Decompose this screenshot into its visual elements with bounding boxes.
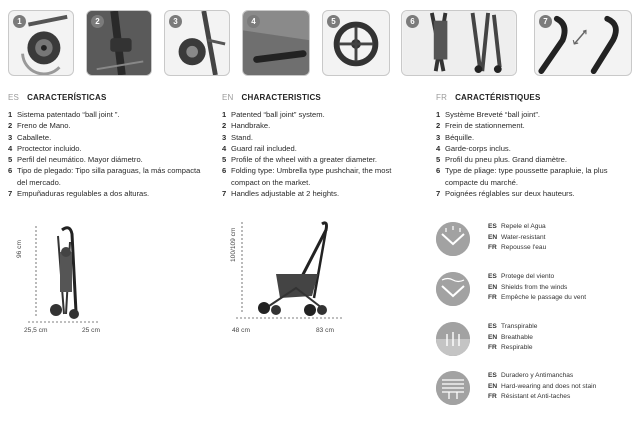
list-item xyxy=(8,165,208,188)
characteristics-list xyxy=(436,109,632,199)
step-number: 4 xyxy=(247,15,260,28)
item-text: Type de pliage: type poussette parapluie, la plus compacte du marché. xyxy=(445,166,608,187)
feature-text: Water-resistant xyxy=(501,233,546,241)
open-length-label: 83 cm xyxy=(316,327,334,334)
feature-line-en xyxy=(488,333,537,344)
hard-wearing-icon xyxy=(436,371,470,405)
item-text: Proctector incluido. xyxy=(17,143,82,153)
item-number: 4 xyxy=(436,143,441,153)
feature-line-fr xyxy=(488,392,596,403)
language-code: ES xyxy=(488,372,497,379)
item-text: Garde-corps inclus. xyxy=(445,143,511,153)
folded-stroller-icon xyxy=(402,11,516,75)
item-number: 7 xyxy=(436,189,441,199)
step-number: 3 xyxy=(169,15,182,28)
feature-text: Hard-wearing and does not stain xyxy=(501,382,597,390)
list-item xyxy=(436,132,632,143)
section-heading xyxy=(436,93,632,102)
list-item xyxy=(436,143,632,154)
feature-line-es xyxy=(488,371,596,382)
item-text: Patented “ball joint” system. xyxy=(231,110,325,119)
step-4-thumbnail xyxy=(242,10,310,76)
language-code: FR xyxy=(488,344,497,352)
language-code: FR xyxy=(488,393,497,401)
list-item xyxy=(8,132,208,143)
water-resistant-icon xyxy=(436,222,470,256)
item-number: 5 xyxy=(436,155,441,165)
list-item xyxy=(8,154,208,165)
item-text: Système Breveté “ball joint”. xyxy=(445,110,540,119)
item-number: 6 xyxy=(222,166,227,176)
heading-text: CHARACTERISTICS xyxy=(241,93,321,102)
item-text: Handles adjustable at 2 heights. xyxy=(231,189,340,199)
section-heading xyxy=(222,93,422,102)
list-item xyxy=(8,143,208,154)
feature-text: Repele el Agua xyxy=(501,223,546,230)
folded-depth-label: 25,5 cm xyxy=(24,327,48,334)
list-item xyxy=(222,109,422,120)
section-heading xyxy=(8,93,208,102)
list-item xyxy=(222,120,422,131)
item-number: 3 xyxy=(436,132,441,142)
language-code: FR xyxy=(488,294,497,302)
folded-stroller-diagram xyxy=(20,222,110,332)
step-number: 2 xyxy=(91,15,104,28)
open-stroller-diagram xyxy=(236,218,346,324)
language-code: ES xyxy=(8,93,20,102)
characteristics-fr xyxy=(436,93,632,199)
language-code: EN xyxy=(488,382,498,390)
language-code: EN xyxy=(488,233,498,241)
list-item xyxy=(8,109,208,120)
list-item xyxy=(222,188,422,199)
characteristics-en xyxy=(222,93,422,199)
list-item xyxy=(222,132,422,143)
item-number: 4 xyxy=(8,143,13,153)
feature-text: Repousse l'eau xyxy=(501,244,547,252)
step-5-thumbnail xyxy=(322,10,390,76)
step-7-thumbnail xyxy=(534,10,632,76)
heading-text: CARACTERÍSTICAS xyxy=(27,93,107,102)
folded-width-label: 25 cm xyxy=(82,327,100,334)
item-text: Handbrake. xyxy=(231,121,271,131)
list-item xyxy=(8,188,208,199)
item-text: Caballete. xyxy=(17,132,52,142)
item-number: 3 xyxy=(222,132,227,142)
item-text: Béquille. xyxy=(445,132,475,142)
step-2-thumbnail xyxy=(86,10,152,76)
item-text: Freno de Mano. xyxy=(17,121,71,131)
feature-line-fr xyxy=(488,293,586,304)
feature-line-es xyxy=(488,322,537,333)
item-text: Profile of the wheel with a greater diameter. xyxy=(231,155,378,165)
item-text: Empuñaduras regulables a dos alturas. xyxy=(17,189,150,199)
step-1-thumbnail xyxy=(8,10,74,76)
feature-line-es xyxy=(488,222,546,233)
feature-line-fr xyxy=(488,243,546,254)
feature-text: Duradero y Antimanchas xyxy=(501,372,574,379)
language-code: FR xyxy=(436,93,448,102)
characteristics-list xyxy=(222,109,422,199)
feature-line-en xyxy=(488,233,546,244)
feature-line-es xyxy=(488,272,586,283)
feature-text: Résistant et Anti-taches xyxy=(501,393,571,401)
item-number: 1 xyxy=(436,110,441,119)
feature-text: Breathable xyxy=(501,333,533,341)
step-number: 5 xyxy=(327,15,340,28)
heading-text: CARACTÉRISTIQUES xyxy=(455,93,541,102)
open-width-label: 48 cm xyxy=(232,327,250,334)
item-text: Tipo de plegado: Tipo silla paraguas, la más compacta del mercado. xyxy=(17,166,201,187)
item-text: Poignées réglables sur deux hauteurs. xyxy=(445,189,575,199)
step-number: 6 xyxy=(406,15,419,28)
list-item xyxy=(222,143,422,154)
language-code: ES xyxy=(488,223,497,230)
item-number: 5 xyxy=(8,155,13,165)
list-item xyxy=(222,154,422,165)
item-number: 2 xyxy=(222,121,227,131)
item-number: 7 xyxy=(222,189,227,199)
language-code: EN xyxy=(488,333,498,341)
open-height-label: 100/109 cm xyxy=(230,227,237,262)
list-item xyxy=(436,154,632,165)
item-text: Sistema patentado “ball joint ”. xyxy=(17,110,120,119)
item-number: 2 xyxy=(8,121,13,131)
folded-height-label: 96 cm xyxy=(16,240,23,258)
item-number: 7 xyxy=(8,189,13,199)
item-text: Frein de stationnement. xyxy=(445,121,525,131)
item-number: 2 xyxy=(436,121,441,131)
step-number: 1 xyxy=(13,15,26,28)
list-item xyxy=(436,120,632,131)
step-number: 7 xyxy=(539,15,552,28)
wind-shield-icon xyxy=(436,272,470,306)
feature-line-fr xyxy=(488,343,537,354)
item-number: 6 xyxy=(8,166,13,176)
item-text: Perfil del neumático. Mayor diámetro. xyxy=(17,155,143,165)
feature-text: Respirable xyxy=(501,344,533,352)
feature-text: Transpirable xyxy=(501,323,538,330)
list-item xyxy=(436,165,632,188)
list-item xyxy=(436,109,632,120)
list-item xyxy=(436,188,632,199)
feature-line-en xyxy=(488,382,596,393)
item-text: Stand. xyxy=(231,132,253,142)
item-number: 3 xyxy=(8,132,13,142)
step-3-thumbnail xyxy=(164,10,230,76)
feature-line-en xyxy=(488,283,586,294)
item-text: Guard rail included. xyxy=(231,143,297,153)
item-number: 5 xyxy=(222,155,227,165)
step-6-thumbnail xyxy=(401,10,517,76)
item-number: 4 xyxy=(222,143,227,153)
item-number: 1 xyxy=(222,110,227,119)
language-code: ES xyxy=(488,273,497,280)
language-code: FR xyxy=(488,244,497,252)
item-number: 6 xyxy=(436,166,441,176)
feature-text: Protege del viento xyxy=(501,273,555,280)
characteristics-list xyxy=(8,109,208,199)
breathable-icon xyxy=(436,322,470,356)
language-code: EN xyxy=(222,93,234,102)
language-code: EN xyxy=(488,283,498,291)
item-text: Folding type: Umbrella type pushchair, the most compact on the market. xyxy=(231,166,392,187)
item-text: Profil du pneu plus. Grand diamètre. xyxy=(445,155,567,165)
list-item xyxy=(222,165,422,188)
item-number: 1 xyxy=(8,110,13,119)
characteristics-es xyxy=(8,93,208,199)
feature-text: Empêche le passage du vent xyxy=(501,294,587,302)
list-item xyxy=(8,120,208,131)
language-code: ES xyxy=(488,323,497,330)
feature-text: Shields from the winds xyxy=(501,283,568,291)
